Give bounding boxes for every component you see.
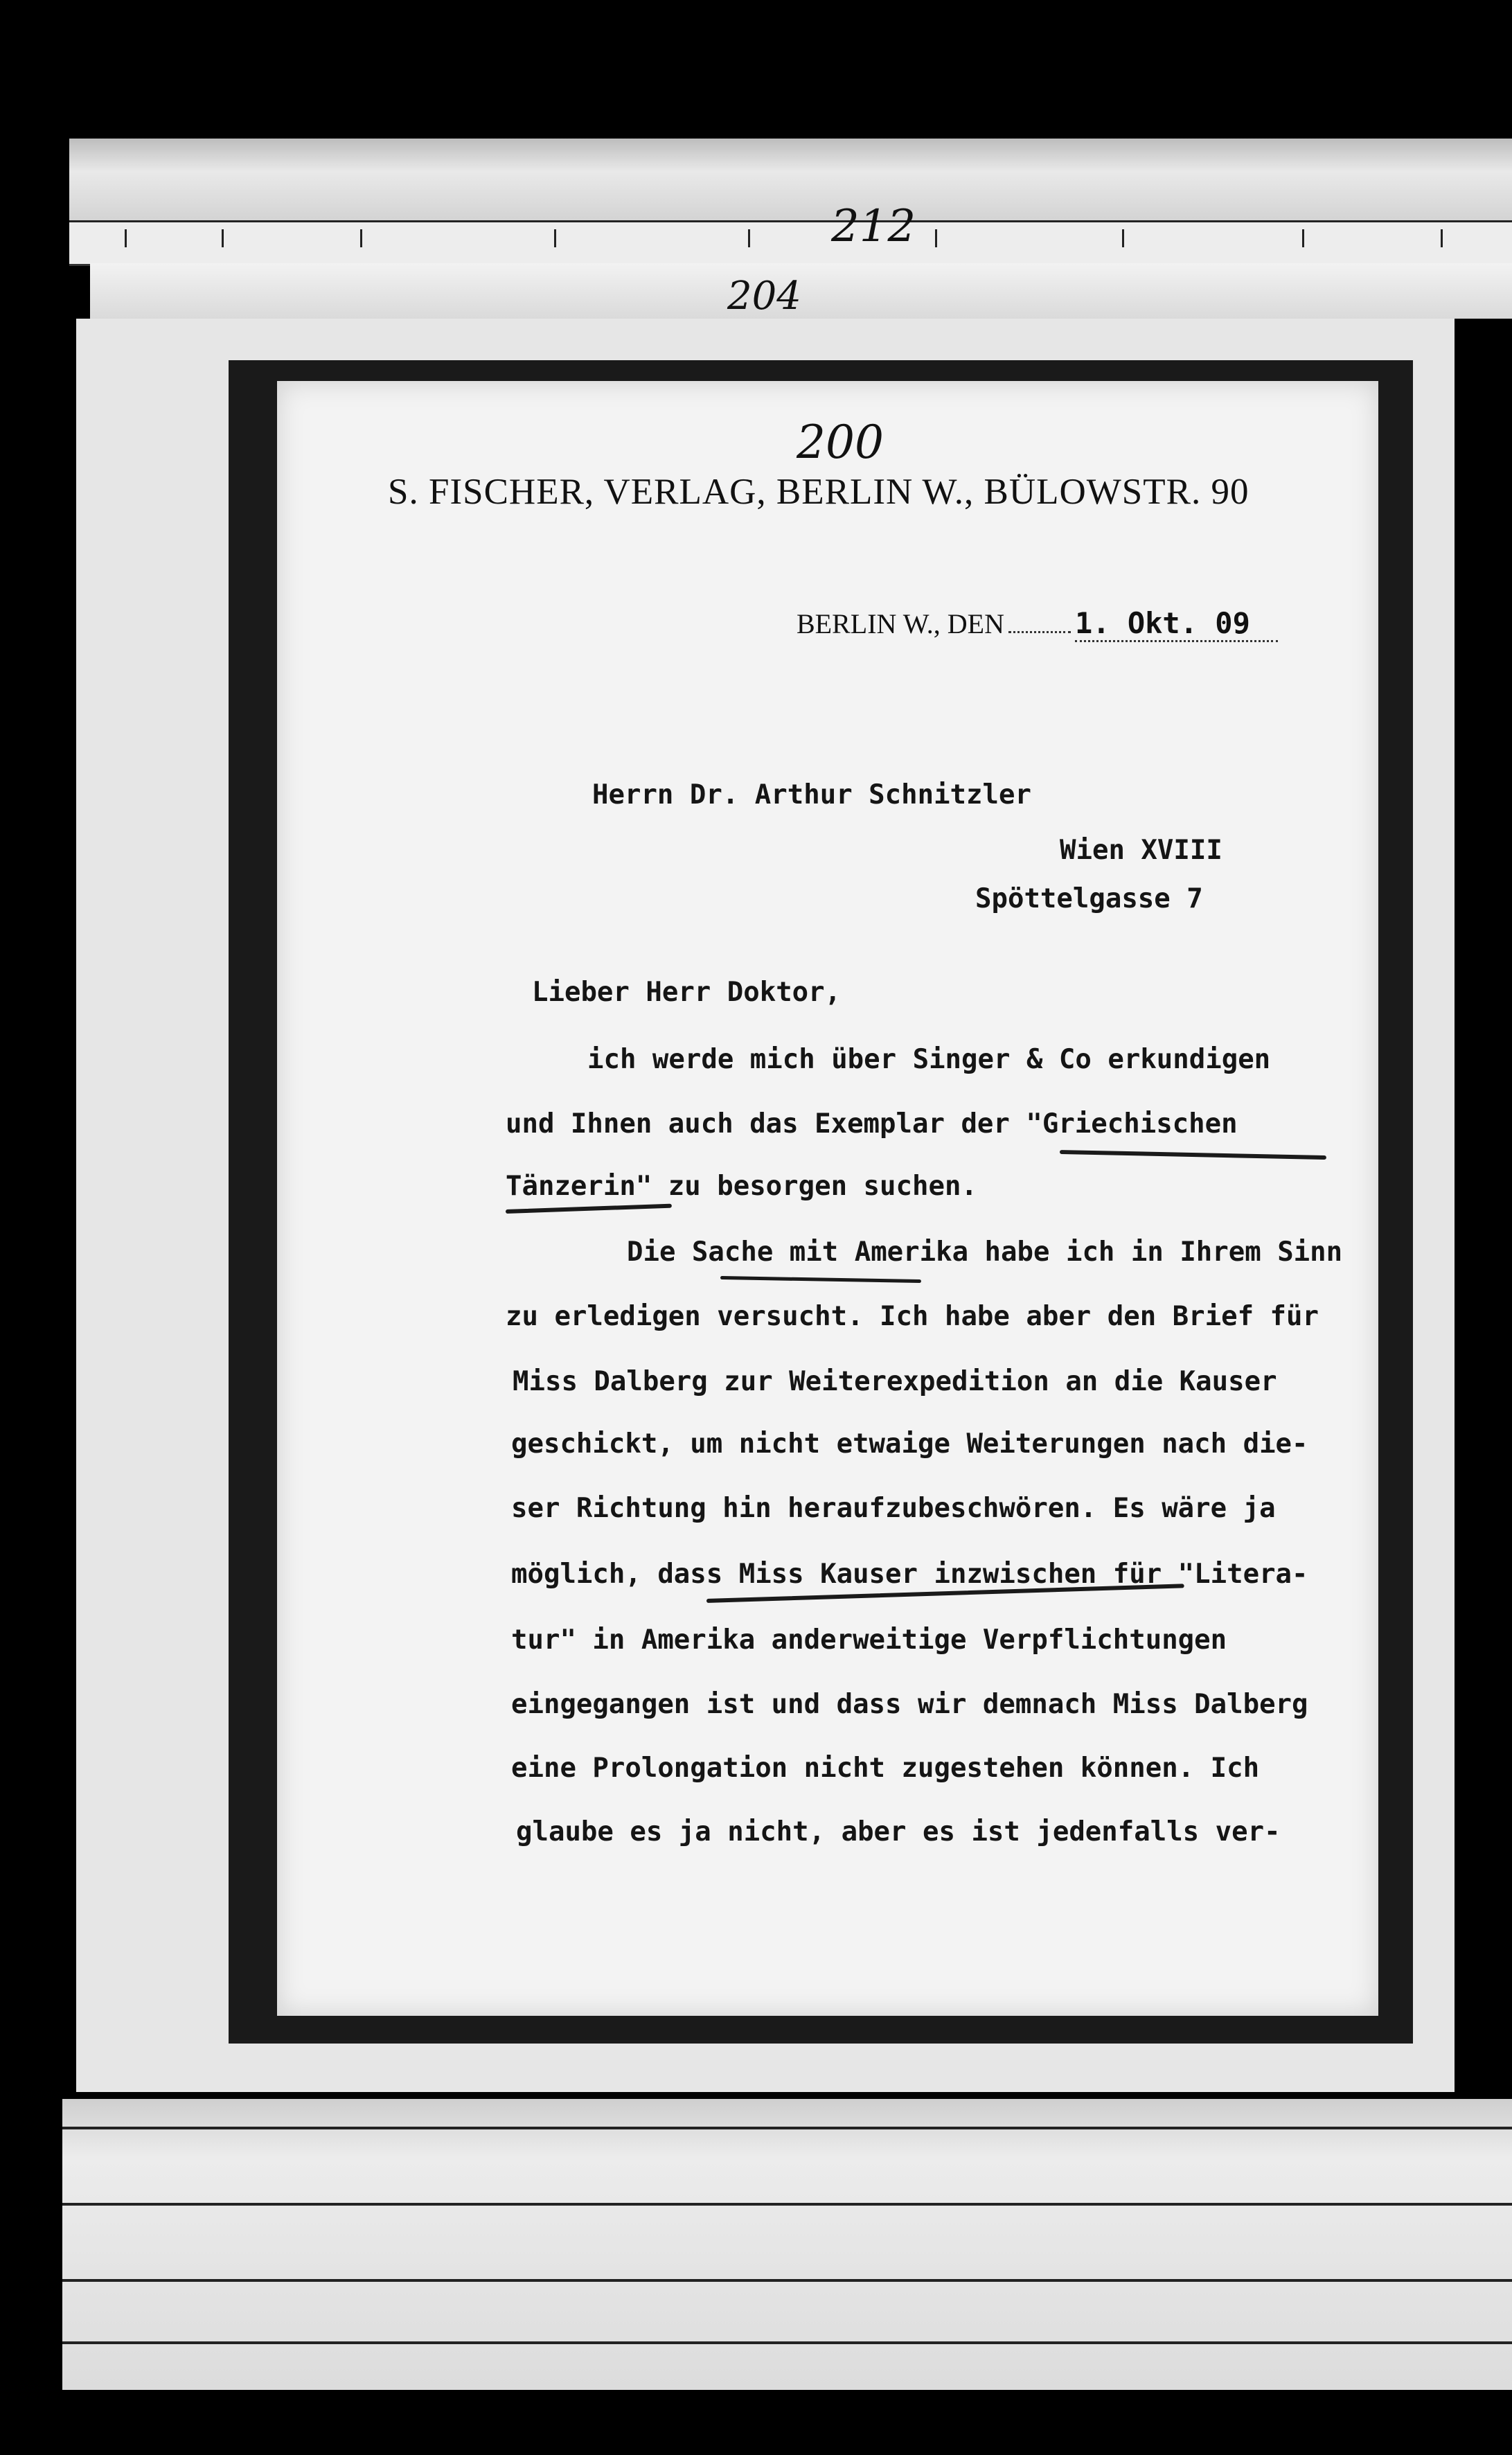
handwritten-underline	[1060, 1150, 1326, 1160]
body-line: eine Prolongation nicht zugestehen können. Ich	[511, 1753, 1260, 1784]
body-line: ser Richtung hin heraufzubeschwören. Es wäre ja	[511, 1493, 1276, 1524]
letter-page	[277, 381, 1378, 2016]
salutation: Lieber Herr Doktor,	[532, 977, 842, 1008]
body-line: glaube es ja nicht, aber es ist jedenfalls ver-	[516, 1816, 1281, 1847]
letterhead: S. FISCHER, VERLAG, BERLIN W., BÜLOWSTR. 90	[388, 472, 1249, 512]
archive-lower-sheets	[62, 2099, 1512, 2390]
body-line: Die Sache mit Amerika habe ich in Ihrem Sinn	[627, 1237, 1343, 1268]
body-line: tur" in Amerika anderweitige Verpflichtungen	[511, 1624, 1227, 1656]
letter-date: 1. Okt. 09	[1075, 606, 1278, 642]
folder-number-top: 212	[831, 201, 916, 252]
dateline	[797, 606, 1278, 640]
body-line: ich werde mich über Singer & Co erkundigen	[587, 1044, 1271, 1075]
body-line: Tänzerin" zu besorgen suchen.	[506, 1171, 977, 1202]
recipient-street: Spöttelgasse 7	[975, 883, 1203, 914]
body-line: und Ihnen auch das Exemplar der "Griechischen	[506, 1108, 1238, 1140]
body-line: möglich, dass Miss Kauser inzwischen für "Litera-	[511, 1559, 1308, 1590]
archive-folder-edge	[69, 139, 1512, 222]
folder-number-second: 204	[727, 274, 801, 319]
dateline-prefix: BERLIN W., DEN	[797, 608, 1004, 639]
recipient-name: Herrn Dr. Arthur Schnitzler	[592, 779, 1031, 810]
archive-ruler-strip	[69, 220, 1512, 266]
page-number: 200	[797, 416, 884, 469]
handwritten-underline	[506, 1204, 672, 1214]
handwritten-underline	[720, 1276, 921, 1283]
body-line: zu erledigen versucht. Ich habe aber den Brief für	[506, 1301, 1319, 1332]
body-line: geschickt, um nicht etwaige Weiterungen nach die-	[511, 1428, 1308, 1460]
body-line: Miss Dalberg zur Weiterexpedition an die Kauser	[513, 1366, 1277, 1397]
body-line: eingegangen ist und dass wir demnach Miss Dalberg	[511, 1689, 1308, 1720]
recipient-city: Wien XVIII	[1060, 835, 1222, 866]
